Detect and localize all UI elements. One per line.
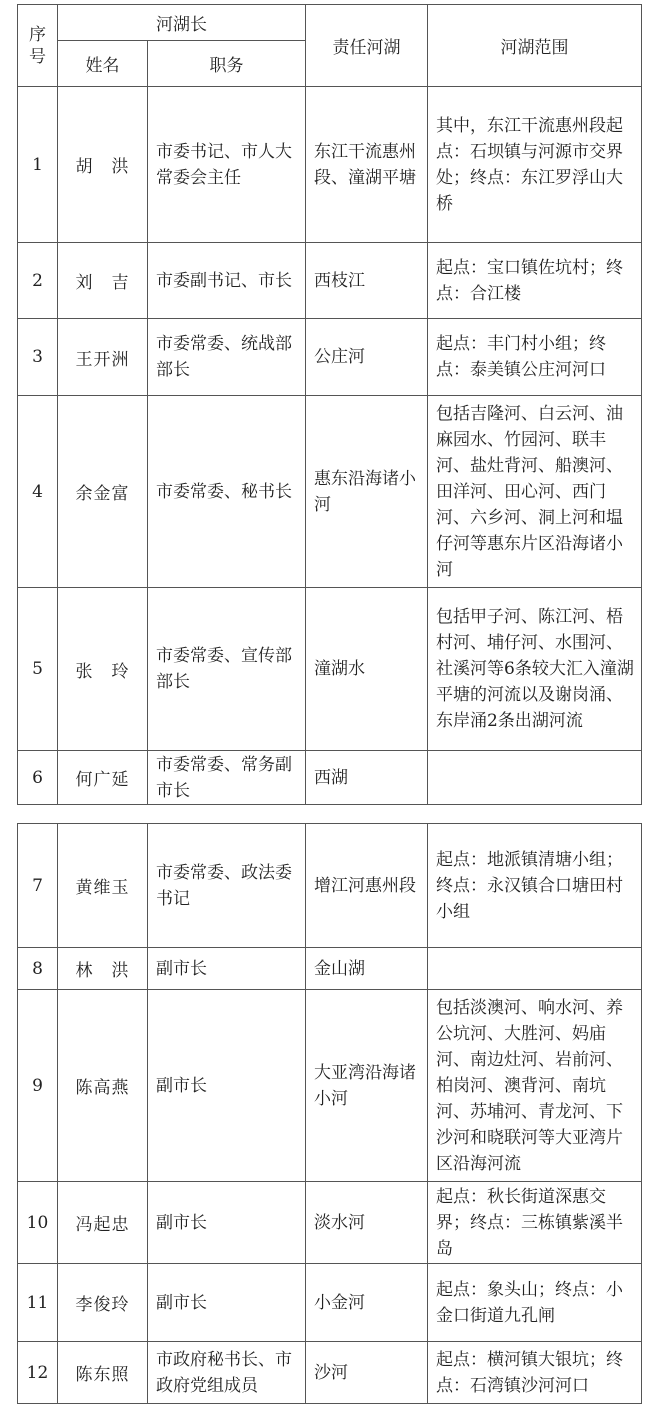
- seq-cell: 5: [18, 588, 58, 751]
- table-row: [18, 243, 642, 319]
- river-cell: 增江河惠州段: [306, 824, 428, 948]
- range-cell: 起点：宝口镇佐坑村；终点：合江楼: [428, 243, 642, 319]
- name-cell: 刘 吉: [58, 243, 148, 319]
- table-row: [18, 319, 642, 396]
- river-cell: 大亚湾沿海诸小河: [306, 990, 428, 1182]
- river-cell: 东江干流惠州段、潼湖平塘: [306, 87, 428, 243]
- post-cell: 副市长: [148, 1264, 306, 1342]
- post-cell: 市委常委、统战部部长: [148, 319, 306, 396]
- post-cell: 市委常委、秘书长: [148, 396, 306, 588]
- header-chief: 河湖长: [58, 5, 306, 41]
- post-cell: 副市长: [148, 948, 306, 990]
- river-cell: 金山湖: [306, 948, 428, 990]
- name-cell: 王开洲: [58, 319, 148, 396]
- range-cell: 起点：象头山；终点：小金口街道九孔闸: [428, 1264, 642, 1342]
- post-cell: 副市长: [148, 990, 306, 1182]
- river-cell: 惠东沿海诸小河: [306, 396, 428, 588]
- post-cell: 市委副书记、市长: [148, 243, 306, 319]
- range-cell: 起点：秋长街道深惠交界；终点：三栋镇紫溪半岛: [428, 1182, 642, 1264]
- range-cell: 包括吉隆河、白云河、油麻园水、竹园河、联丰河、盐灶背河、船澳河、田洋河、田心河、西门河、六乡河、洞上河和塭仔河等惠东片区沿海诸小河: [428, 396, 642, 588]
- post-cell: 市委常委、政法委书记: [148, 824, 306, 948]
- name-cell: 黄维玉: [58, 824, 148, 948]
- range-cell: [428, 948, 642, 990]
- range-cell: [428, 751, 642, 805]
- table-row: [18, 588, 642, 751]
- header-river: 责任河湖: [306, 5, 428, 87]
- seq-cell: 6: [18, 751, 58, 805]
- river-cell: 潼湖水: [306, 588, 428, 751]
- range-cell: 起点：丰门村小组；终点：泰美镇公庄河河口: [428, 319, 642, 396]
- river-chief-table-part1: [17, 4, 642, 805]
- range-cell: 包括甲子河、陈江河、梧村河、埔仔河、水围河、社溪河等6条较大汇入潼湖平塘的河流以及谢岗涌、东岸涌2条出湖河流: [428, 588, 642, 751]
- seq-cell: 9: [18, 990, 58, 1182]
- table-row: [18, 1182, 642, 1264]
- table-row: [18, 990, 642, 1182]
- name-cell: 胡 洪: [58, 87, 148, 243]
- table-row: [18, 824, 642, 948]
- name-cell: 陈东照: [58, 1342, 148, 1404]
- range-cell: 起点：横河镇大银坑；终点：石湾镇沙河河口: [428, 1342, 642, 1404]
- seq-cell: 10: [18, 1182, 58, 1264]
- name-cell: 李俊玲: [58, 1264, 148, 1342]
- seq-cell: 4: [18, 396, 58, 588]
- header-post: 职务: [148, 41, 306, 87]
- header-range: 河湖范围: [428, 5, 642, 87]
- table-row: [18, 1264, 642, 1342]
- post-cell: 市政府秘书长、市政府党组成员: [148, 1342, 306, 1404]
- river-cell: 西湖: [306, 751, 428, 805]
- name-cell: 何广延: [58, 751, 148, 805]
- post-cell: 市委常委、常务副市长: [148, 751, 306, 805]
- name-cell: 余金富: [58, 396, 148, 588]
- name-cell: 张 玲: [58, 588, 148, 751]
- range-cell: 其中，东江干流惠州段起点：石坝镇与河源市交界处；终点：东江罗浮山大桥: [428, 87, 642, 243]
- table-row: [18, 751, 642, 805]
- seq-cell: 1: [18, 87, 58, 243]
- seq-cell: 3: [18, 319, 58, 396]
- table-row: [18, 396, 642, 588]
- header-name: 姓名: [58, 41, 148, 87]
- seq-cell: 8: [18, 948, 58, 990]
- river-cell: 公庄河: [306, 319, 428, 396]
- river-cell: 淡水河: [306, 1182, 428, 1264]
- river-chief-table-part2: [17, 823, 642, 1404]
- river-cell: 小金河: [306, 1264, 428, 1342]
- range-cell: 包括淡澳河、响水河、养公坑河、大胜河、妈庙河、南边灶河、岩前河、柏岗河、澳背河、南坑河、苏埔河、青龙河、下沙河和晓联河等大亚湾片区沿海河流: [428, 990, 642, 1182]
- table-row: [18, 87, 642, 243]
- name-cell: 冯起忠: [58, 1182, 148, 1264]
- river-cell: 沙河: [306, 1342, 428, 1404]
- header-row: [18, 5, 642, 41]
- post-cell: 副市长: [148, 1182, 306, 1264]
- post-cell: 市委常委、宣传部部长: [148, 588, 306, 751]
- name-cell: 林 洪: [58, 948, 148, 990]
- seq-cell: 2: [18, 243, 58, 319]
- table-row: [18, 1342, 642, 1404]
- range-cell: 起点：地派镇清塘小组；终点：永汉镇合口塘田村小组: [428, 824, 642, 948]
- river-cell: 西枝江: [306, 243, 428, 319]
- post-cell: 市委书记、市人大常委会主任: [148, 87, 306, 243]
- seq-cell: 7: [18, 824, 58, 948]
- name-cell: 陈高燕: [58, 990, 148, 1182]
- header-seq: 序号: [18, 5, 58, 87]
- seq-cell: 11: [18, 1264, 58, 1342]
- table-row: [18, 948, 642, 990]
- seq-cell: 12: [18, 1342, 58, 1404]
